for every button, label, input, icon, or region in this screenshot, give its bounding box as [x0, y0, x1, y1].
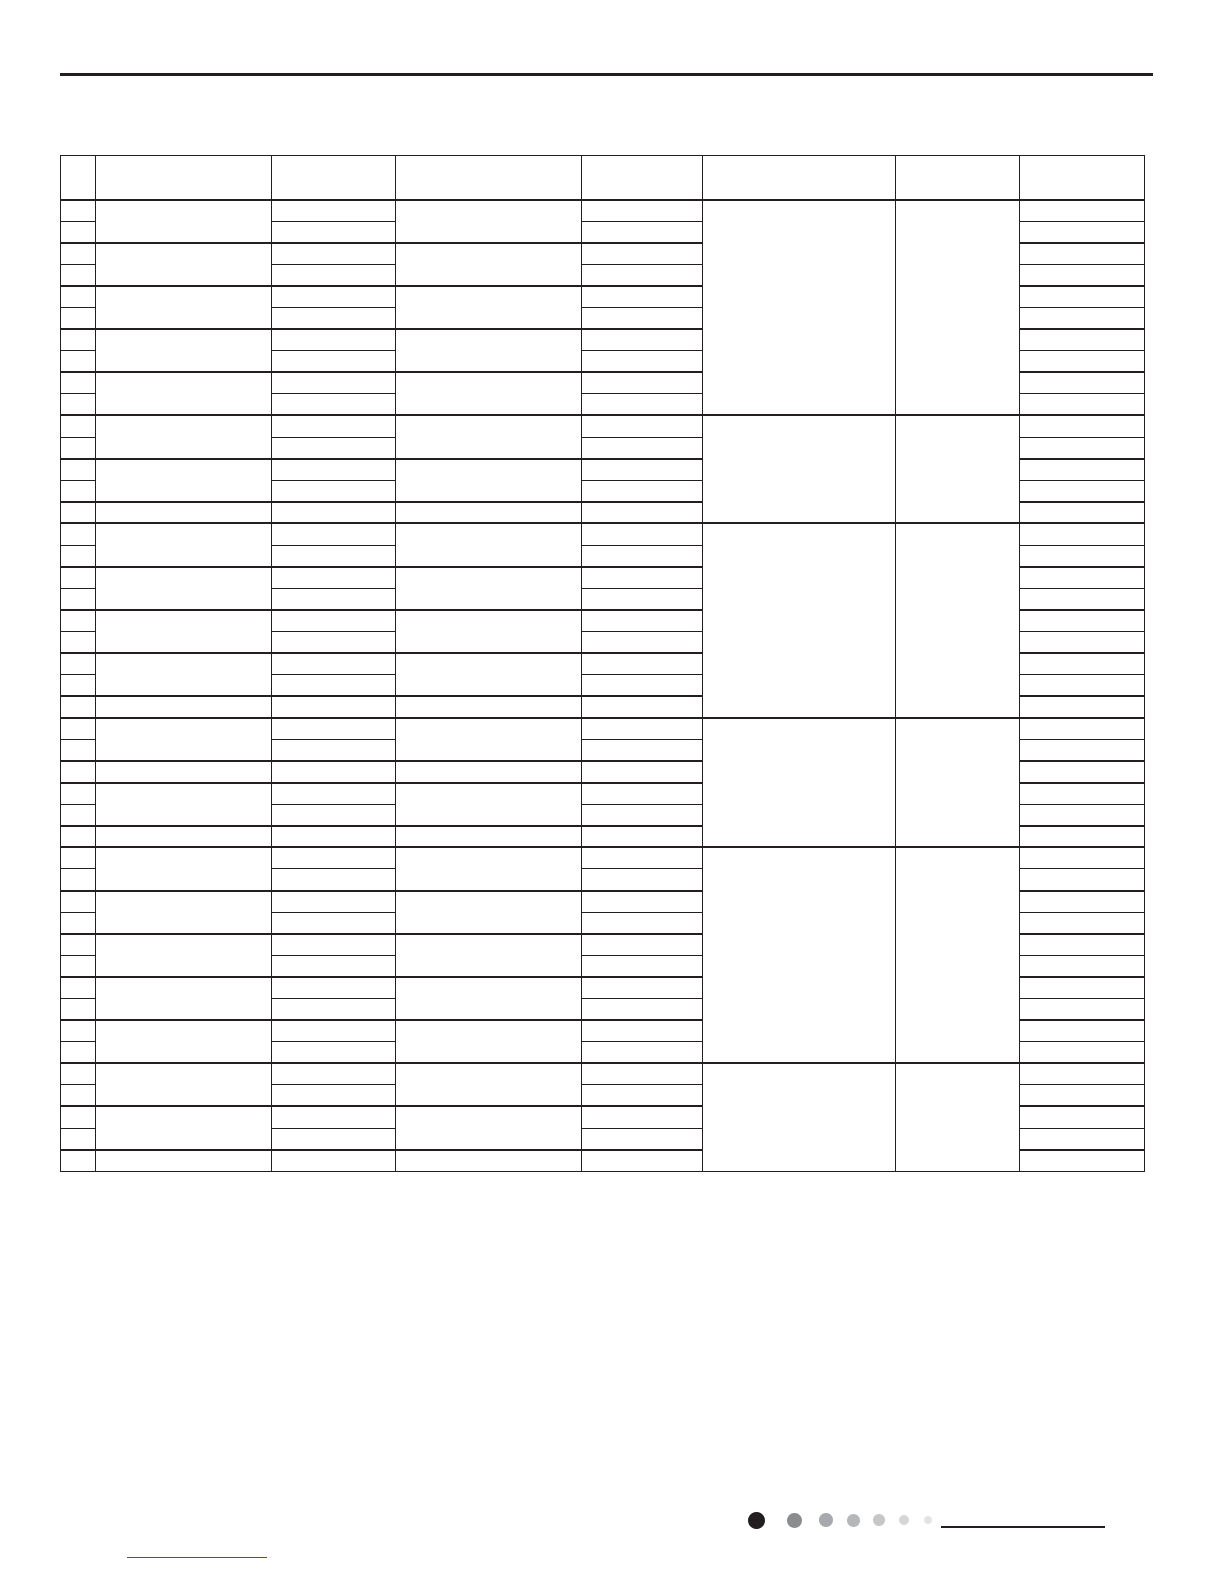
table-cell [396, 567, 582, 610]
table-cell [582, 545, 703, 567]
table-cell [272, 523, 396, 545]
header-cell [96, 156, 272, 200]
table-cell [1020, 372, 1145, 394]
table-cell [61, 588, 96, 610]
table-cell [61, 200, 96, 222]
table-cell [396, 502, 582, 524]
table-cell [61, 567, 96, 589]
table-cell [61, 329, 96, 351]
header-cell [582, 156, 703, 200]
table-cell [396, 610, 582, 653]
header-cell [272, 156, 396, 200]
table-cell [96, 653, 272, 696]
table-cell [61, 955, 96, 977]
table-cell [896, 415, 1020, 523]
table-cell [582, 934, 703, 956]
table-cell [272, 243, 396, 265]
table-cell [582, 847, 703, 869]
table-cell [1020, 437, 1145, 459]
table-cell [1020, 545, 1145, 567]
table-cell [1020, 761, 1145, 783]
table-cell [1020, 523, 1145, 545]
table-cell [582, 502, 703, 524]
table-cell [396, 329, 582, 372]
page-dot [847, 1514, 860, 1527]
table-cell [582, 783, 703, 805]
table-cell [1020, 631, 1145, 653]
header-cell [396, 156, 582, 200]
table-cell [61, 1128, 96, 1150]
table-cell [272, 761, 396, 783]
table-cell [582, 437, 703, 459]
table-cell [61, 761, 96, 783]
table-cell [582, 1085, 703, 1107]
table-cell [61, 631, 96, 653]
table-cell [61, 847, 96, 869]
table-cell [582, 329, 703, 351]
table-cell [61, 1020, 96, 1042]
table-cell [1020, 934, 1145, 956]
table-cell [1020, 1063, 1145, 1085]
table-cell [272, 459, 396, 481]
table-cell [61, 372, 96, 394]
table-cell [1020, 1150, 1145, 1172]
table-cell [96, 718, 272, 761]
table-cell [1020, 480, 1145, 502]
table-cell [582, 1042, 703, 1064]
table-cell [582, 307, 703, 329]
table-cell [1020, 847, 1145, 869]
table-cell [272, 545, 396, 567]
table-cell [61, 1042, 96, 1064]
table-cell [96, 891, 272, 934]
table-cell [1020, 869, 1145, 891]
table-cell [1020, 588, 1145, 610]
table-cell [1020, 718, 1145, 740]
page-dot [748, 1512, 765, 1529]
table-cell [582, 200, 703, 222]
table-cell [61, 243, 96, 265]
table-cell [96, 329, 272, 372]
table-row [61, 200, 1145, 222]
table-cell [582, 1063, 703, 1085]
table-cell [1020, 675, 1145, 697]
table-cell [1020, 1042, 1145, 1064]
table-cell [61, 221, 96, 243]
table-cell [1020, 329, 1145, 351]
table-cell [272, 264, 396, 286]
table-cell [272, 502, 396, 524]
table-body [61, 156, 1145, 1172]
table-cell [272, 1150, 396, 1172]
table-cell [61, 869, 96, 891]
table-cell [582, 243, 703, 265]
table-cell [1020, 977, 1145, 999]
table-cell [1020, 394, 1145, 416]
table-cell [1020, 696, 1145, 718]
table-cell [703, 523, 896, 717]
table-cell [582, 675, 703, 697]
table-cell [1020, 804, 1145, 826]
table-cell [272, 1106, 396, 1128]
table-cell [272, 1063, 396, 1085]
header-cell [61, 156, 96, 200]
table-cell [582, 891, 703, 913]
page-indicator [0, 1507, 1224, 1537]
table-cell [396, 415, 582, 458]
table-row [61, 718, 1145, 740]
page-dot [873, 1514, 885, 1526]
table-cell [272, 221, 396, 243]
table-cell [272, 675, 396, 697]
table-cell [396, 1063, 582, 1106]
table-cell [1020, 1128, 1145, 1150]
table-cell [896, 1063, 1020, 1171]
table-cell [582, 610, 703, 632]
table-cell [272, 869, 396, 891]
table-cell [272, 718, 396, 740]
table-cell [272, 415, 396, 437]
table-cell [582, 718, 703, 740]
table-cell [61, 1063, 96, 1085]
table-cell [896, 847, 1020, 1063]
table-cell [272, 739, 396, 761]
table-cell [703, 415, 896, 523]
table-cell [396, 243, 582, 286]
table-cell [96, 934, 272, 977]
table-cell [1020, 243, 1145, 265]
table-cell [272, 437, 396, 459]
table-cell [582, 351, 703, 373]
table-cell [1020, 1020, 1145, 1042]
table-cell [61, 1106, 96, 1128]
table-cell [272, 826, 396, 848]
table-cell [61, 1150, 96, 1172]
table-cell [96, 523, 272, 566]
table-cell [272, 1042, 396, 1064]
table-cell [272, 307, 396, 329]
table-cell [96, 459, 272, 502]
header-cell [703, 156, 896, 200]
table-cell [582, 739, 703, 761]
table-cell [582, 394, 703, 416]
table-cell [272, 610, 396, 632]
table-cell [272, 998, 396, 1020]
link-underline [127, 1557, 267, 1558]
table-cell [61, 264, 96, 286]
table-cell [61, 826, 96, 848]
table-cell [896, 523, 1020, 717]
table-cell [582, 1128, 703, 1150]
table-cell [582, 761, 703, 783]
table-cell [61, 675, 96, 697]
table-cell [1020, 998, 1145, 1020]
table-cell [61, 394, 96, 416]
page-dot [787, 1513, 802, 1528]
table-cell [272, 1020, 396, 1042]
header-row [61, 156, 1145, 200]
table-cell [396, 372, 582, 415]
table-cell [96, 1150, 272, 1172]
table-cell [96, 977, 272, 1020]
data-table [60, 155, 1145, 1172]
table-cell [61, 891, 96, 913]
table-cell [1020, 264, 1145, 286]
table-cell [61, 696, 96, 718]
top-rule [60, 73, 1153, 76]
table-cell [582, 264, 703, 286]
table-cell [272, 631, 396, 653]
table-cell [582, 523, 703, 545]
table-cell [1020, 286, 1145, 308]
table-cell [896, 200, 1020, 416]
table-cell [61, 459, 96, 481]
table-cell [582, 804, 703, 826]
header-cell [896, 156, 1020, 200]
table-cell [272, 977, 396, 999]
table-cell [582, 869, 703, 891]
table-cell [582, 1150, 703, 1172]
table-cell [61, 739, 96, 761]
table-cell [61, 286, 96, 308]
table-cell [1020, 200, 1145, 222]
table-cell [96, 610, 272, 653]
table-cell [1020, 739, 1145, 761]
table-cell [96, 761, 272, 783]
table-cell [272, 783, 396, 805]
table-cell [96, 783, 272, 826]
table-cell [272, 480, 396, 502]
page-dot [819, 1513, 833, 1527]
table-cell [396, 1150, 582, 1172]
table-cell [61, 998, 96, 1020]
table-cell [272, 286, 396, 308]
table-cell [703, 200, 896, 416]
table-cell [272, 329, 396, 351]
table-cell [272, 934, 396, 956]
table-cell [96, 826, 272, 848]
table-cell [61, 307, 96, 329]
table-cell [1020, 221, 1145, 243]
table-cell [582, 826, 703, 848]
table-cell [61, 718, 96, 740]
table-cell [1020, 653, 1145, 675]
table-cell [396, 783, 582, 826]
table-cell [96, 372, 272, 415]
table-cell [396, 1020, 582, 1063]
table-cell [582, 480, 703, 502]
table-cell [703, 1063, 896, 1171]
table-cell [1020, 459, 1145, 481]
table-row [61, 415, 1145, 437]
table-cell [96, 567, 272, 610]
table-cell [396, 847, 582, 890]
table-cell [1020, 567, 1145, 589]
table-cell [1020, 955, 1145, 977]
table-cell [96, 415, 272, 458]
table-cell [272, 912, 396, 934]
table-cell [272, 351, 396, 373]
table-cell [61, 610, 96, 632]
table-cell [396, 891, 582, 934]
table-cell [396, 523, 582, 566]
table-cell [582, 415, 703, 437]
table-cell [61, 912, 96, 934]
table-cell [272, 588, 396, 610]
table-cell [396, 1106, 582, 1149]
table-row [61, 523, 1145, 545]
table-cell [272, 891, 396, 913]
table-cell [582, 912, 703, 934]
table-cell [582, 696, 703, 718]
table-cell [272, 696, 396, 718]
table-cell [1020, 502, 1145, 524]
footer-rule [941, 1526, 1105, 1528]
table-cell [1020, 307, 1145, 329]
table-cell [396, 286, 582, 329]
table-cell [61, 480, 96, 502]
table-cell [396, 718, 582, 761]
table-cell [61, 545, 96, 567]
table-cell [582, 567, 703, 589]
table-cell [61, 977, 96, 999]
table-cell [96, 1106, 272, 1149]
table-cell [272, 955, 396, 977]
table-cell [396, 761, 582, 783]
table-cell [396, 977, 582, 1020]
table-cell [582, 286, 703, 308]
table-cell [61, 437, 96, 459]
table-cell [396, 826, 582, 848]
table-cell [272, 847, 396, 869]
table-cell [703, 718, 896, 848]
table-cell [1020, 826, 1145, 848]
table-cell [61, 783, 96, 805]
table-cell [582, 631, 703, 653]
table-cell [582, 653, 703, 675]
table-cell [61, 415, 96, 437]
table-cell [272, 653, 396, 675]
table-cell [96, 1020, 272, 1063]
table-cell [61, 1085, 96, 1107]
table-cell [272, 372, 396, 394]
table-cell [96, 502, 272, 524]
table-cell [272, 200, 396, 222]
table-cell [1020, 891, 1145, 913]
table-cell [1020, 1085, 1145, 1107]
table-row [61, 847, 1145, 869]
table-cell [1020, 783, 1145, 805]
table-cell [582, 955, 703, 977]
table-cell [272, 1085, 396, 1107]
table-cell [96, 696, 272, 718]
table-cell [396, 459, 582, 502]
table-cell [582, 977, 703, 999]
table-cell [61, 502, 96, 524]
header-cell [1020, 156, 1145, 200]
table-cell [61, 653, 96, 675]
table-cell [1020, 610, 1145, 632]
table-cell [896, 718, 1020, 848]
table-cell [272, 804, 396, 826]
table-cell [1020, 912, 1145, 934]
table-cell [1020, 415, 1145, 437]
table-cell [272, 394, 396, 416]
table-cell [582, 588, 703, 610]
table-cell [582, 1106, 703, 1128]
table-cell [272, 1128, 396, 1150]
table-cell [396, 934, 582, 977]
table-cell [96, 243, 272, 286]
table-cell [582, 1020, 703, 1042]
page-dot [899, 1515, 909, 1525]
table-cell [582, 221, 703, 243]
table-cell [582, 459, 703, 481]
table-cell [96, 200, 272, 243]
table-cell [396, 200, 582, 243]
table-cell [272, 567, 396, 589]
table-row [61, 1063, 1145, 1085]
table-cell [96, 847, 272, 890]
table-cell [396, 696, 582, 718]
table-cell [61, 934, 96, 956]
table-cell [582, 998, 703, 1020]
page-dot [924, 1516, 932, 1524]
table-cell [96, 1063, 272, 1106]
table-cell [582, 372, 703, 394]
table-cell [703, 847, 896, 1063]
table-cell [1020, 351, 1145, 373]
table-cell [61, 523, 96, 545]
table-cell [96, 286, 272, 329]
table-cell [1020, 1106, 1145, 1128]
table-cell [396, 653, 582, 696]
table-cell [61, 351, 96, 373]
table-cell [61, 804, 96, 826]
